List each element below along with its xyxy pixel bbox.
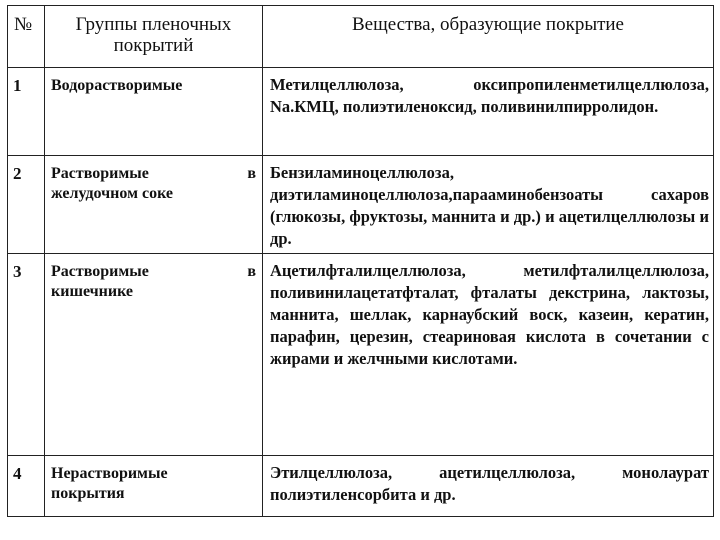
row-group-preposition: в	[247, 165, 256, 182]
row-number: 3	[8, 254, 45, 456]
row-group-line1	[51, 164, 256, 184]
row-substances: Бензиламиноцеллюлоза, диэтиламиноцеллюлоза,параaминобензоаты сахаров (глюкозы, фруктозы, маннита и др.) и ацетилцеллюлозы и др.	[263, 156, 714, 254]
header-group-line2: покрытий	[113, 35, 194, 56]
header-number: №	[8, 6, 45, 68]
coatings-table	[7, 5, 714, 517]
row-number: 4	[8, 456, 45, 517]
row-group-preposition: в	[247, 263, 256, 280]
row-group	[45, 254, 263, 456]
row-substances: Метилцеллюлоза, оксипропиленметилцеллюлоза, Na.КМЦ, полиэтиленоксид, поливинилпирролидон.	[263, 68, 714, 156]
row-group-line2: желудочном соке	[51, 185, 173, 202]
row-group: Водорастворимые	[45, 68, 263, 156]
header-row	[8, 6, 714, 68]
row-group-line2: кишечнике	[51, 283, 134, 300]
row-group-word: Растворимые	[51, 165, 149, 182]
row-number: 1	[8, 68, 45, 156]
table-row	[8, 156, 714, 254]
row-group-line1	[51, 262, 256, 282]
table-row	[8, 456, 714, 517]
row-group	[45, 456, 263, 517]
table-row	[8, 254, 714, 456]
row-number: 2	[8, 156, 45, 254]
row-group	[45, 156, 263, 254]
row-group-line2: покрытия	[51, 485, 125, 502]
header-group-line1: Группы пленочных	[75, 14, 232, 35]
table-row	[8, 68, 714, 156]
row-group-line1: Нерастворимые	[51, 465, 168, 482]
row-substances: Ацетилфталилцеллюлоза, метилфталилцеллюлоза, поливинилацетатфталат, фталаты декстрина, лактозы, маннита, шеллак, карнаубский воск, казеин, кератин, парафин, церезин, стеариновая кислота в сочетании с жирами и желчными кислотами.	[263, 254, 714, 456]
header-substances: Вещества, образующие покрытие	[263, 6, 714, 68]
row-group-word: Растворимые	[51, 263, 149, 280]
header-group	[45, 6, 263, 68]
row-substances: Этилцеллюлоза, ацетилцеллюлоза, монолаурат полиэтиленсорбита и др.	[263, 456, 714, 517]
